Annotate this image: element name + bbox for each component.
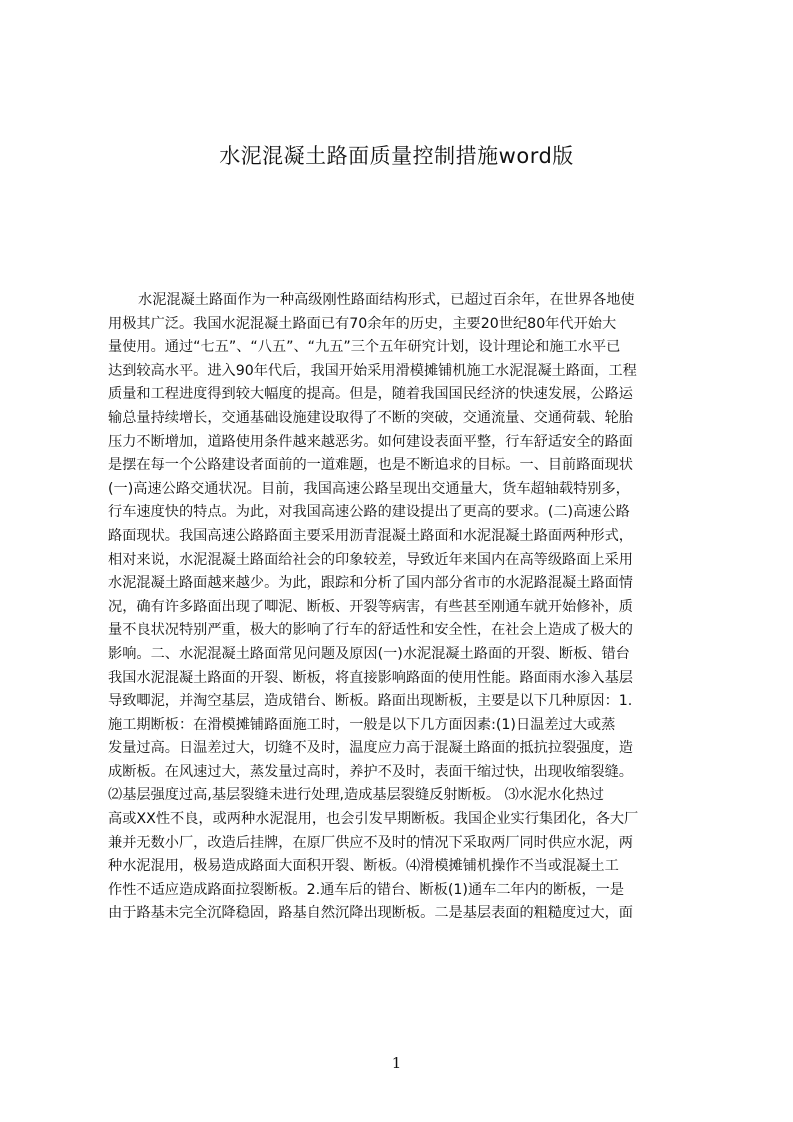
body-line: 压力不断增加，道路使用条件越来越恶劣。如何建设表面平整，行车舒适安全的路面 — [108, 433, 633, 450]
body-line: 作性不适应造成路面拉裂断板。2.通车后的错台、断板(1)通车二年内的断板，一是 — [108, 881, 625, 898]
body-line: 质量和工程进度得到较大幅度的提高。但是，随着我国国民经济的快速发展，公路运 — [108, 386, 633, 403]
body-line: 由于路基未完全沉降稳固，路基自然沉降出现断板。二是基层表面的粗糙度过大，面 — [108, 905, 633, 922]
document-title: 水泥混凝土路面质量控制措施word版 — [219, 144, 574, 168]
body-line: 输总量持续增长，交通基础设施建设取得了不断的突破，交通流量、交通荷载、轮胎 — [108, 409, 633, 426]
body-line: ⑵基层强度过高,基层裂缝未进行处理,造成基层裂缝反射断板。 ⑶水泥水化热过 — [108, 787, 604, 804]
body-line: 施工期断板：在滑模摊铺路面施工时，一般是以下几方面因素:(1)日温差过大或蒸 — [108, 716, 616, 733]
body-line: 路面现状。我国高速公路路面主要采用沥青混凝土路面和水泥混凝土路面两种形式， — [108, 527, 633, 544]
body-line: 影响。二、水泥混凝土路面常见问题及原因(一)水泥混凝土路面的开裂、断板、错台 — [108, 645, 630, 662]
body-line: 量使用。通过“七五”、“八五”、“九五”三个五年研究计划，设计理论和施工水平已 — [108, 339, 621, 356]
body-line: 兼并无数小厂，改造后挂牌，在原厂供应不及时的情况下采取两厂同时供应水泥，两 — [108, 834, 633, 851]
body-line: 达到较高水平。进入90年代后，我国开始采用滑模摊铺机施工水泥混凝土路面，工程 — [108, 362, 637, 379]
body-line: 水泥混凝土路面作为一种高级刚性路面结构形式，已超过百余年，在世界各地使 — [138, 292, 635, 308]
body-line: 高或XX性不良，或两种水泥混用，也会引发早期断板。我国企业实行集团化，各大厂 — [108, 811, 639, 828]
body-line: 导致唧泥，并淘空基层，造成错台、断板。路面出现断板，主要是以下几种原因：1. — [108, 693, 633, 710]
document-body — [108, 289, 698, 926]
body-line: 是摆在每一个公路建设者面前的一道难题，也是不断追求的目标。一、目前路面现状 — [108, 457, 633, 474]
body-line: (一)高速公路交通状况。目前，我国高速公路呈现出交通量大，货车超轴载特别多， — [108, 480, 630, 497]
body-line: 况，确有许多路面出现了唧泥、断板、开裂等病害，有些甚至刚通车就开始修补，质 — [108, 598, 633, 615]
body-line: 水泥混凝土路面越来越少。为此，跟踪和分析了国内部分省市的水泥路混凝土路面情 — [108, 575, 633, 592]
body-line: 我国水泥混凝土路面的开裂、断板，将直接影响路面的使用性能。路面雨水渗入基层 — [108, 669, 633, 686]
page-number: 1 — [391, 1054, 402, 1072]
body-line: 量不良状况特别严重，极大的影响了行车的舒适性和安全性，在社会上造成了极大的 — [108, 622, 633, 639]
body-line: 相对来说，水泥混凝土路面给社会的印象较差，导致近年来国内在高等级路面上采用 — [108, 551, 633, 568]
body-line: 用极其广泛。我国水泥混凝土路面已有70余年的历史，主要20世纪80年代开始大 — [108, 315, 617, 332]
body-line: 成断板。在风速过大，蒸发量过高时，养护不及时，表面干缩过快，出现收缩裂缝。 — [108, 763, 633, 780]
body-line: 种水泥混用，极易造成路面大面积开裂、断板。⑷滑模摊铺机操作不当或混凝土工 — [108, 858, 619, 875]
body-line: 发量过高。日温差过大，切缝不及时，温度应力高于混凝土路面的抵抗拉裂强度，造 — [108, 740, 633, 757]
body-line: 行车速度快的特点。为此，对我国高速公路的建设提出了更高的要求。(二)高速公路 — [108, 504, 630, 521]
